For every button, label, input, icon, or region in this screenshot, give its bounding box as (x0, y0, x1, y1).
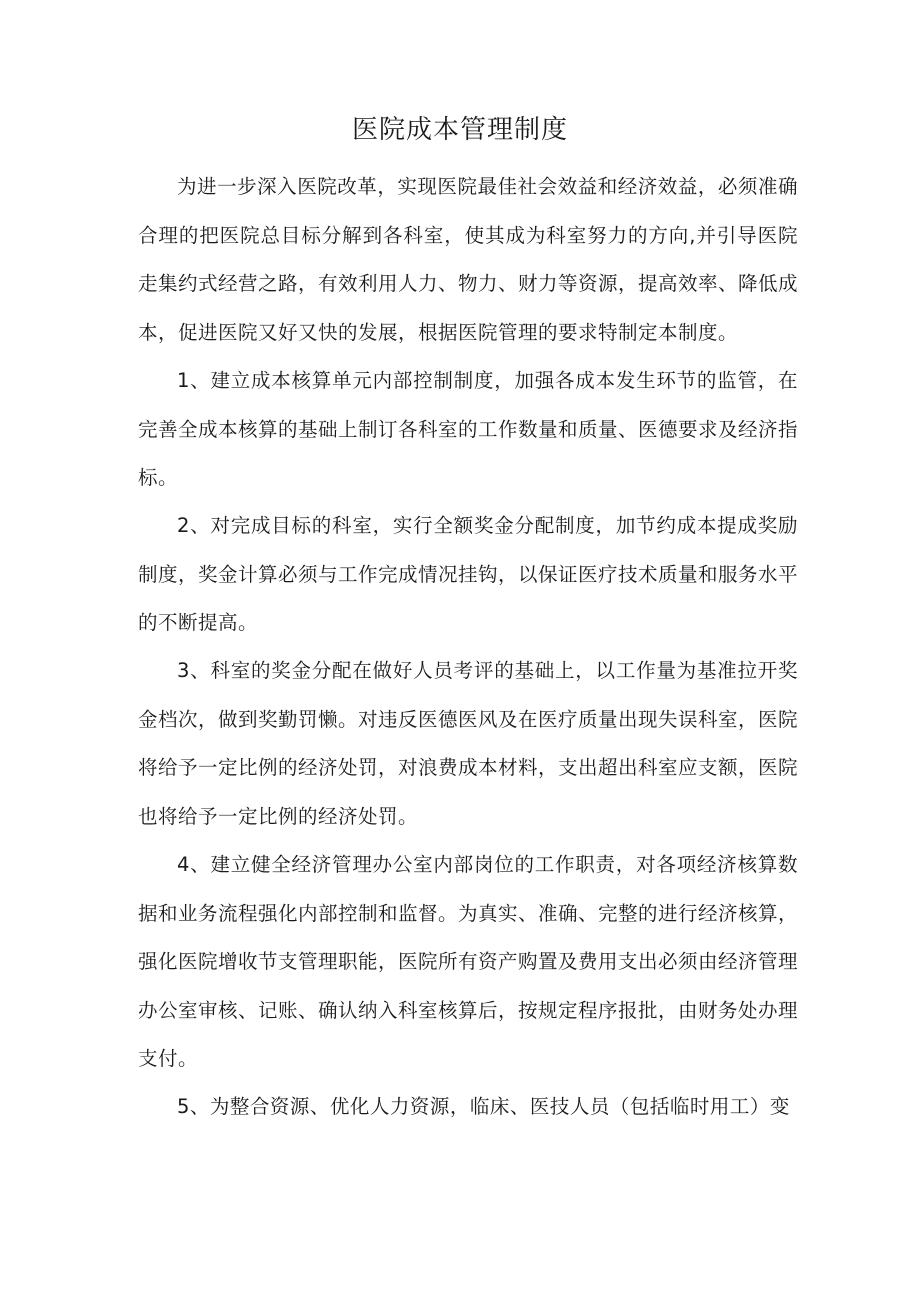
paragraph-intro: 为进一步深入医院改革，实现医院最佳社会效益和经济效益，必须准确合理的把医院总目标分解到各科室，使其成为科室努力的方向,并引导医院走集约式经营之路，有效利用人力、物力、财力等资源，提高效率、降低成本，促进医院又好又快的发展，根据医院管理的要求特制定本制度。 (138, 175, 799, 344)
paragraph-item-2: 2、对完成目标的科室，实行全额奖金分配制度，加节约成本提成奖励制度，奖金计算必须与工作完成情况挂钩，以保证医疗技术质量和服务水平的不断提高。 (138, 514, 799, 634)
paragraph-item-3: 3、科室的奖金分配在做好人员考评的基础上，以工作量为基准拉开奖金档次，做到奖勤罚懒。对违反医德医风及在医疗质量出现失误科室，医院将给予一定比例的经济处罚，对浪费成本材料，支出超出科室应支额，医院也将给予一定比例的经济处罚。 (138, 659, 799, 828)
paragraph-item-5: 5、为整合资源、优化人力资源，临床、医技人员（包括临时用工）变 (177, 1095, 790, 1118)
paragraph-item-4: 4、建立健全经济管理办公室内部岗位的工作职责，对各项经济核算数据和业务流程强化内部控制和监督。为真实、准确、完整的进行经济核算，强化医院增收节支管理职能，医院所有资产购置及费用支出必须由经济管理办公室审核、记账、确认纳入科室核算后，按规定程序报批，由财务处办理支付。 (138, 853, 799, 1070)
document-title: 医院成本管理制度 (351, 115, 568, 145)
paragraph-item-1: 1、建立成本核算单元内部控制制度，加强各成本发生环节的监管，在完善全成本核算的基础上制订各科室的工作数量和质量、医德要求及经济指标。 (138, 369, 799, 489)
